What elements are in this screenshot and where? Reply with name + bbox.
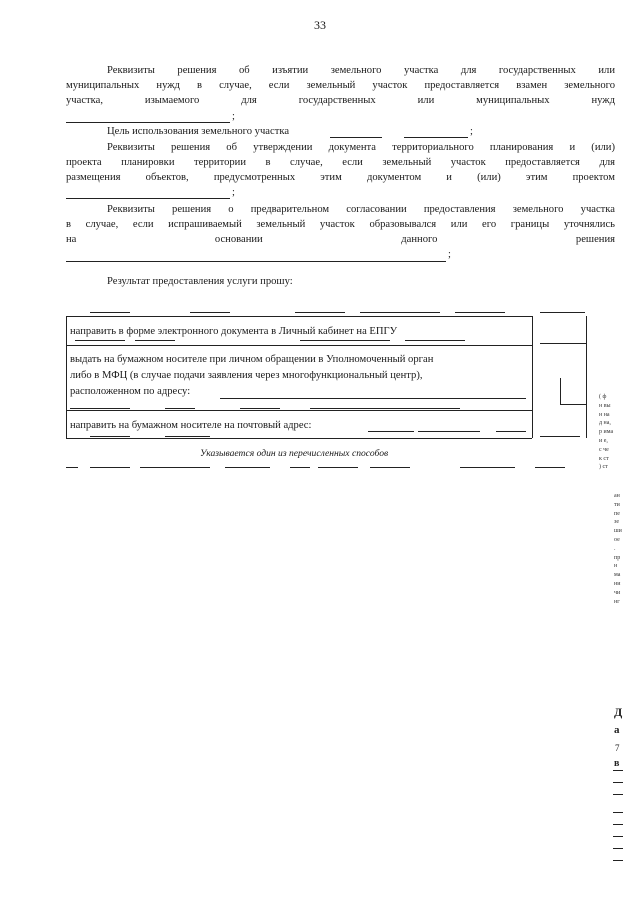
box-left-border <box>66 316 67 438</box>
margin-tail: 7 <box>615 743 620 753</box>
margin-tail: Д <box>614 705 623 719</box>
box-far-right-border <box>586 316 587 438</box>
margin-frag: с че <box>599 446 609 453</box>
margin-frag: зе <box>614 519 620 526</box>
section2-label: Цель использования земельного участка <box>107 126 290 137</box>
margin-frag: р има <box>599 429 614 436</box>
margin-frag: ни <box>614 580 621 587</box>
margin-tail: в <box>614 758 620 769</box>
section4-line4-end: ; <box>448 249 451 260</box>
margin-frag: ан <box>614 493 620 499</box>
section3-line1: Реквизиты решения об утверждении документа территориального планирования и (или) <box>107 142 615 153</box>
option-paper-in-person-line2: либо в МФЦ (в случае подачи заявления через многофункциональный центр), <box>70 370 423 381</box>
margin-frag: ти <box>614 501 620 508</box>
margin-frag: пр <box>614 554 621 561</box>
margin-frag: н на <box>599 411 610 418</box>
option-paper-in-person-line3: расположенном по адресу: <box>70 386 191 397</box>
section3-fill-line[interactable] <box>66 198 230 199</box>
box-right-border <box>532 316 533 438</box>
margin-frag: ое <box>614 536 620 543</box>
margin-frag: ма <box>614 572 621 579</box>
margin-frag: ) ст <box>599 464 608 471</box>
section3-line4-end: ; <box>232 187 235 198</box>
section2-fill-line-b[interactable] <box>404 137 468 138</box>
margin-frag: ши <box>614 528 622 535</box>
section2-line-end: ; <box>470 126 473 137</box>
margin-dash <box>613 770 623 771</box>
dash-row-top <box>90 312 130 313</box>
margin-frag: д на, <box>599 420 611 427</box>
postal-fill-line-b[interactable] <box>418 431 480 432</box>
margin-frag: . <box>614 545 616 552</box>
option-electronic-epgu[interactable]: направить в форме электронного документа в Личный кабинет на ЕПГУ <box>70 326 398 337</box>
section1-fill-line[interactable] <box>66 122 230 123</box>
margin-frag: и е, <box>599 437 608 444</box>
section1-line2: муниципальных нужд в случае, если земельный участок предоставляется взамен земельного <box>66 80 615 91</box>
margin-fragments-col2 <box>614 492 636 606</box>
result-heading: Результат предоставления услуги прошу: <box>107 276 293 287</box>
section1-line4-end: ; <box>232 111 235 122</box>
section4-line3: на основании данного решения <box>66 234 615 245</box>
margin-frag: чи <box>614 589 621 596</box>
margin-frag: нг <box>614 598 620 605</box>
option-paper-in-person-line1[interactable]: выдать на бумажном носителе при личном обращении в Уполномоченный орган <box>70 354 434 365</box>
postal-fill-line-a[interactable] <box>368 431 414 432</box>
margin-frag: ( ф <box>599 394 607 400</box>
box-divider-1 <box>66 345 532 346</box>
margin-fragments-col1 <box>599 393 621 472</box>
postal-fill-line-c[interactable] <box>496 431 526 432</box>
footnote: Указывается один из перечисленных способов <box>200 448 389 459</box>
box-bottom-border <box>66 438 532 439</box>
section4-line1: Реквизиты решения о предварительном согласовании предоставления земельного участка <box>107 204 615 215</box>
box-divider-2 <box>66 410 532 411</box>
margin-frag: к ст <box>599 455 609 462</box>
section1-line1: Реквизиты решения об изъятии земельного участка для государственных или <box>107 65 615 76</box>
section3-line2: проекта планировки территории в случае, если земельный участок предоставляется для <box>66 157 615 168</box>
section1-line3: участка, изымаемого для государственных или муниципальных нужд <box>66 95 615 106</box>
margin-frag: н вы <box>599 402 611 409</box>
section2-fill-line-a[interactable] <box>330 137 382 138</box>
box-top-border <box>66 316 532 317</box>
section4-fill-line[interactable] <box>66 261 446 262</box>
margin-frag: н <box>614 563 618 570</box>
section3-line3: размещения объектов, предусмотренных этим документом и (или) этим проектом <box>66 172 615 183</box>
option-paper-postal[interactable]: направить на бумажном носителе на почтовый адрес: <box>70 420 312 431</box>
page-number: 33 <box>314 18 326 32</box>
address-fill-line[interactable] <box>220 398 526 399</box>
margin-tail: а <box>614 724 620 736</box>
margin-frag: пе <box>614 510 620 517</box>
section4-line2: в случае, если испрашиваемый земельный участок образовывался или его границы уточнялись <box>66 219 615 230</box>
